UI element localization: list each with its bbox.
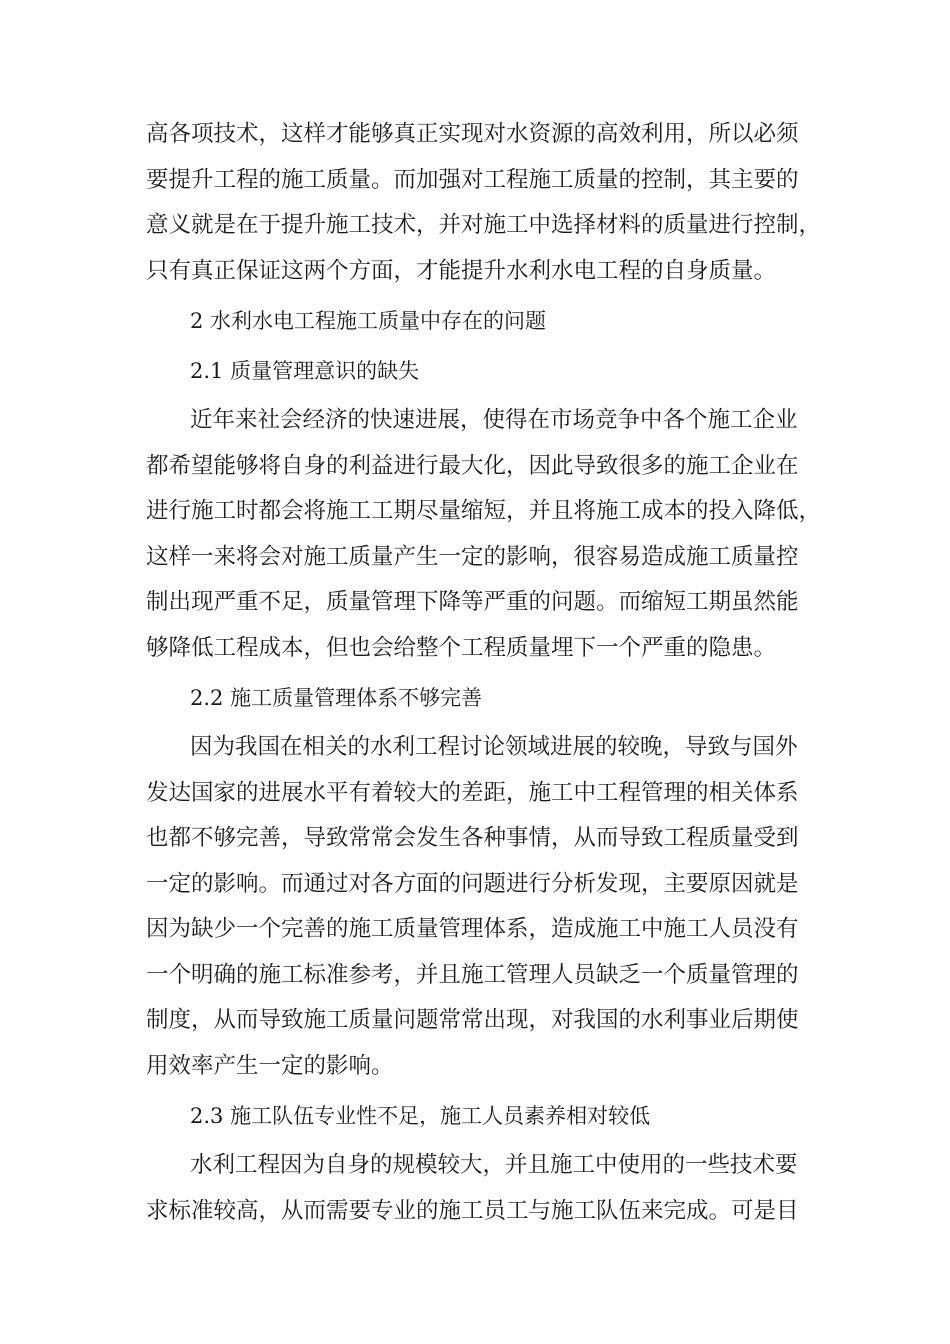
text-line: 要提升工程的施工质量。而加强对工程施工质量的控制，其主要的 xyxy=(146,166,799,193)
text-line: 制度，从而导致施工质量问题常常出现，对我国的水利事业后期使 xyxy=(146,1007,799,1033)
text-line: 水利工程因为自身的规模较大，并且施工中使用的一些技术要 xyxy=(190,1152,798,1178)
text-line: 一定的影响。而通过对各方面的问题进行分析发现，主要原因就是 xyxy=(146,870,799,897)
text-line: 意义就是在于提升施工技术，并对施工中选择材料的质量进行控制， xyxy=(146,212,822,238)
document-page xyxy=(146,112,822,1234)
subsection-heading-2-2: 2.2 施工质量管理体系不够完善 xyxy=(190,686,483,710)
text-line: 高各项技术，这样才能够真正实现对水资源的高效利用，所以必须 xyxy=(146,121,799,147)
paragraph-intro-continued xyxy=(146,112,822,294)
section-heading-2: 2 水利水电工程施工质量中存在的问题 xyxy=(190,309,547,333)
text-line: 求标准较高，从而需要专业的施工员工与施工队伍来完成。可是目 xyxy=(146,1197,799,1224)
text-line: 近年来社会经济的快速进展，使得在市场竞争中各个施工企业 xyxy=(190,407,798,433)
text-line: 这样一来将会对施工质量产生一定的影响，很容易造成施工质量控 xyxy=(146,543,799,570)
text-line: 发达国家的进展水平有着较大的差距，施工中工程管理的相关体系 xyxy=(146,779,799,806)
text-line: 也都不够完善，导致常常会发生各种事情，从而导致工程质量受到 xyxy=(146,825,799,851)
text-line: 制出现严重不足，质量管理下降等严重的问题。而缩短工期虽然能 xyxy=(146,589,799,615)
subsection-heading-2-1: 2.1 质量管理意识的缺失 xyxy=(190,359,420,383)
paragraph-2-2 xyxy=(146,725,822,1089)
text-line: 只有真正保证这两个方面，才能提升水利水电工程的自身质量。 xyxy=(146,257,777,284)
subsection-heading-2-3: 2.3 施工队伍专业性不足，施工人员素养相对较低 xyxy=(190,1104,651,1128)
text-line: 够降低工程成本，但也会给整个工程质量埋下一个严重的隐患。 xyxy=(146,634,777,661)
paragraph-2-3 xyxy=(146,1143,822,1234)
text-line: 一个明确的施工标准参考，并且施工管理人员缺乏一个质量管理的 xyxy=(146,961,799,988)
text-line: 因为缺少一个完善的施工质量管理体系，造成施工中施工人员没有 xyxy=(146,916,799,942)
text-line: 进行施工时都会将施工工期尽量缩短，并且将施工成本的投入降低， xyxy=(146,498,822,524)
paragraph-2-1 xyxy=(146,398,822,671)
text-line: 用效率产生一定的影响。 xyxy=(146,1052,394,1079)
text-line: 因为我国在相关的水利工程讨论领域进展的较晚，导致与国外 xyxy=(190,734,798,760)
text-line: 都希望能够将自身的利益进行最大化，因此导致很多的施工企业在 xyxy=(146,452,799,479)
